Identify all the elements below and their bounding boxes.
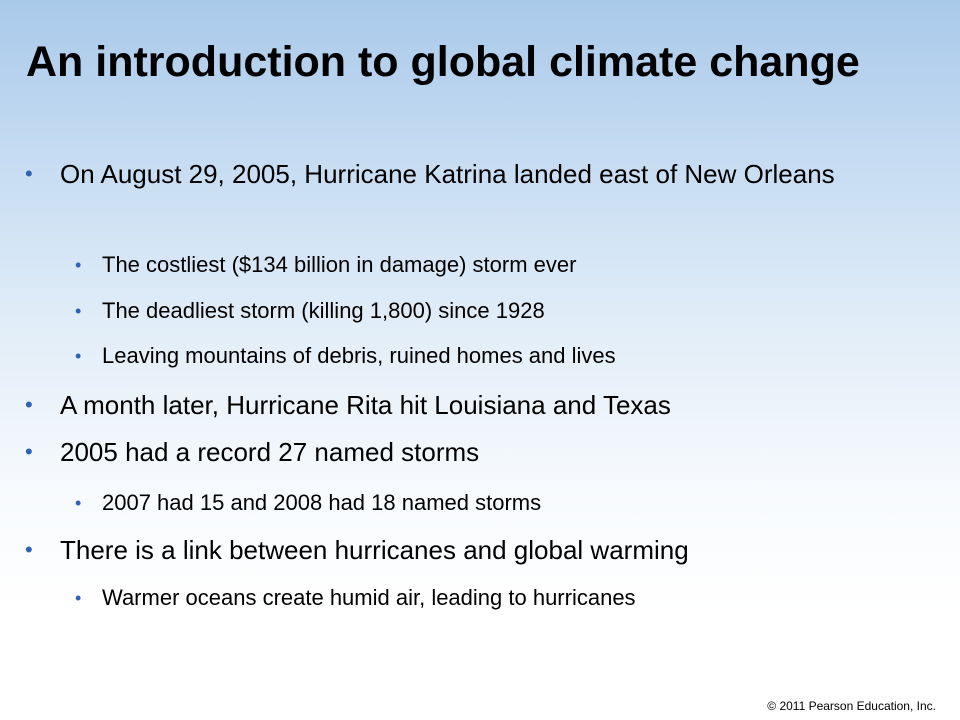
copyright-notice: © 2011 Pearson Education, Inc. xyxy=(767,699,936,713)
bullet-text: Leaving mountains of debris, ruined homes and lives xyxy=(102,343,616,368)
bullet-marker: • xyxy=(25,392,33,417)
sub-bullet-item xyxy=(75,297,922,325)
bullet-text: A month later, Hurricane Rita hit Louisiana and Texas xyxy=(60,390,671,420)
bullet-item xyxy=(25,436,920,468)
bullet-marker: • xyxy=(25,537,33,562)
bullet-text: On August 29, 2005, Hurricane Katrina landed east of New Orleans xyxy=(60,159,835,189)
bullet-marker: • xyxy=(75,301,82,321)
sub-bullet-item xyxy=(75,251,922,279)
bullet-item xyxy=(25,389,920,421)
sub-bullet-item xyxy=(75,584,922,612)
bullet-text: There is a link between hurricanes and global warming xyxy=(60,535,689,565)
bullet-text: 2005 had a record 27 named storms xyxy=(60,437,480,467)
bullet-marker: • xyxy=(75,346,82,366)
bullet-marker: • xyxy=(25,439,33,464)
bullet-text: 2007 had 15 and 2008 had 18 named storms xyxy=(102,490,542,515)
bullet-marker: • xyxy=(25,161,33,186)
bullet-item xyxy=(25,158,920,190)
sub-bullet-item xyxy=(75,342,922,370)
bullet-text: The costliest ($134 billion in damage) storm ever xyxy=(102,252,577,277)
slide-title: An introduction to global climate change xyxy=(26,38,860,86)
bullet-marker: • xyxy=(75,588,82,608)
bullet-text: The deadliest storm (killing 1,800) since 1928 xyxy=(102,298,545,323)
sub-bullet-item xyxy=(75,489,922,517)
bullet-marker: • xyxy=(75,493,82,513)
bullet-marker: • xyxy=(75,255,82,275)
bullet-text: Warmer oceans create humid air, leading to hurricanes xyxy=(102,585,636,610)
bullet-item xyxy=(25,534,920,566)
